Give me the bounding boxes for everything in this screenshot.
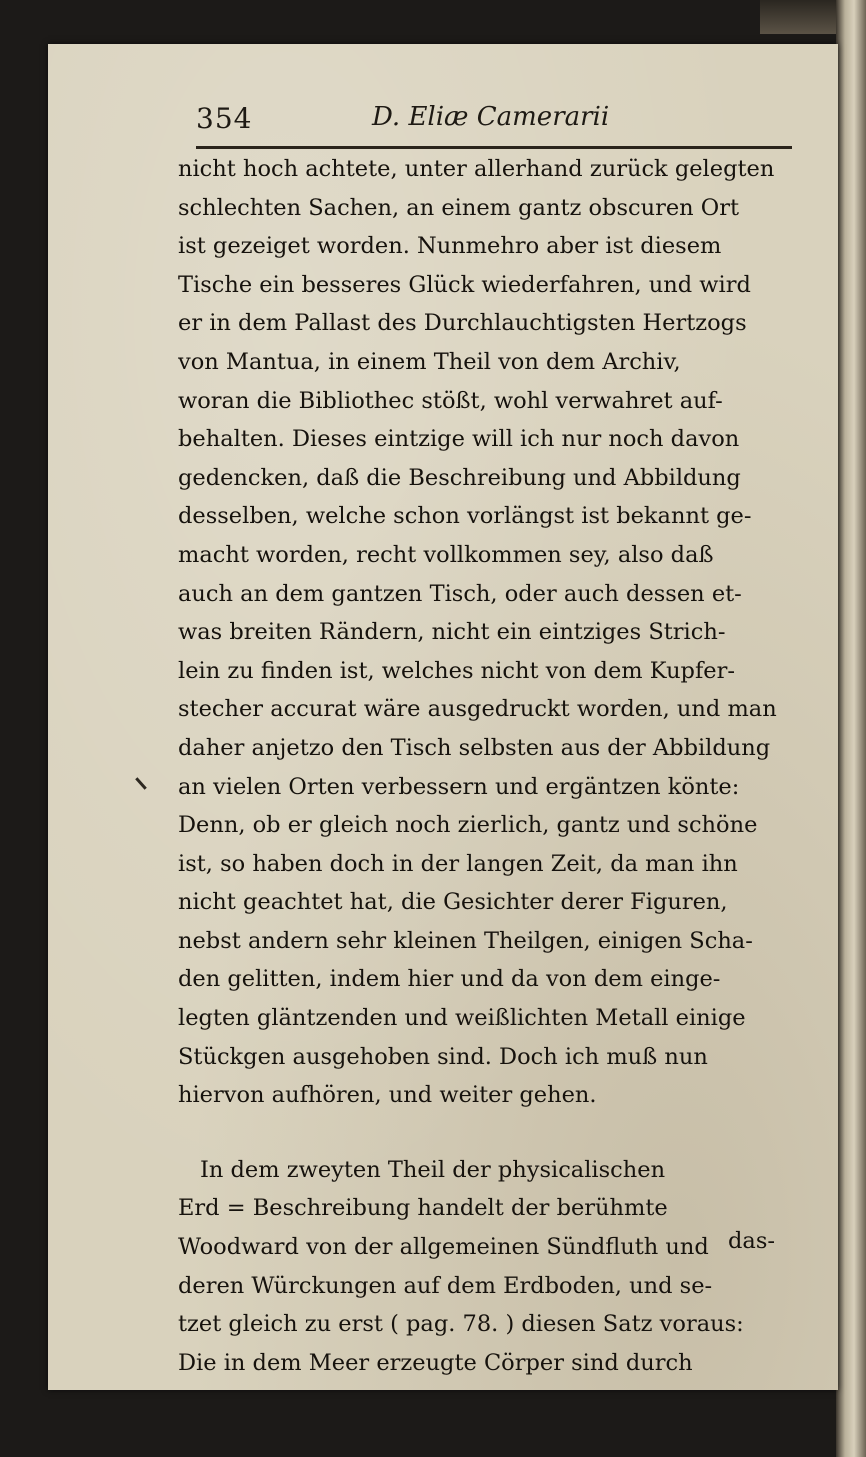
- text-line: daher anjetzo den Tisch selbsten aus der Abbildung: [178, 734, 771, 761]
- text-line: stecher accurat wäre ausgedruckt worden, und man: [178, 696, 777, 723]
- body-text: [178, 150, 790, 1382]
- text-line: was breiten Rändern, nicht ein eintziges Strich-: [178, 619, 726, 646]
- paragraph-2: [178, 1151, 790, 1383]
- text-line: nebst andern sehr kleinen Theilgen, einigen Scha-: [178, 927, 753, 954]
- paragraph-1: [178, 150, 790, 1115]
- catchword: das-: [728, 1228, 775, 1254]
- text-line: auch an dem gantzen Tisch, oder auch dessen et-: [178, 580, 742, 607]
- text-line: Denn, ob er gleich noch zierlich, gantz und schöne: [178, 812, 758, 839]
- text-line: ist, so haben doch in der langen Zeit, da man ihn: [178, 850, 738, 877]
- book-page-edges: [836, 0, 866, 1457]
- text-line: Die in dem Meer erzeugte Cörper sind durch: [178, 1349, 693, 1376]
- text-line: Erd = Beschreibung handelt der berühmte: [178, 1195, 668, 1222]
- paragraph-gap: [178, 1115, 790, 1151]
- page-number: 354: [196, 102, 253, 135]
- text-line: Tische ein besseres Glück wiederfahren, und wird: [178, 271, 751, 298]
- text-line: In dem zweyten Theil der physicalischen: [200, 1156, 666, 1183]
- text-line: den gelitten, indem hier und da von dem einge-: [178, 966, 721, 993]
- text-line: von Mantua, in einem Theil von dem Archiv,: [178, 348, 681, 375]
- text-line: schlechten Sachen, an einem gantz obscuren Ort: [178, 194, 740, 221]
- text-line: woran die Bibliothec stößt, wohl verwahret auf-: [178, 387, 723, 414]
- text-line: lein zu finden ist, welches nicht von dem Kupfer-: [178, 657, 735, 684]
- text-line: tzet gleich zu erst ( pag. 78. ) diesen Satz voraus:: [178, 1311, 744, 1338]
- text-line: deren Würckungen auf dem Erdboden, und se-: [178, 1272, 713, 1299]
- header-rule: [196, 146, 792, 149]
- text-line: an vielen Orten verbessern und ergäntzen könte:: [178, 773, 740, 800]
- text-line: Woodward von der allgemeinen Sündfluth und: [178, 1234, 709, 1261]
- text-line: legten gläntzenden und weißlichten Metall einige: [178, 1005, 746, 1032]
- text-line: nicht hoch achtete, unter allerhand zurück gelegten: [178, 156, 775, 182]
- text-line: behalten. Dieses eintzige will ich nur noch davon: [178, 426, 740, 453]
- running-title: D. Eliæ Camerarii: [372, 102, 610, 132]
- text-line: hiervon aufhören, und weiter gehen.: [178, 1082, 597, 1109]
- text-line: desselben, welche schon vorlängst ist bekannt ge-: [178, 503, 752, 530]
- text-line: macht worden, recht vollkommen sey, also daß: [178, 541, 714, 568]
- text-line: er in dem Pallast des Durchlauchtigsten Hertzogs: [178, 310, 747, 337]
- page-header: [196, 102, 792, 140]
- text-line: nicht geachtet hat, die Gesichter derer Figuren,: [178, 889, 728, 916]
- text-line: ist gezeiget worden. Nunmehro aber ist diesem: [178, 233, 722, 260]
- text-line: Stückgen ausgehoben sind. Doch ich muß nun: [178, 1043, 708, 1070]
- text-line: gedencken, daß die Beschreibung und Abbildung: [178, 464, 741, 491]
